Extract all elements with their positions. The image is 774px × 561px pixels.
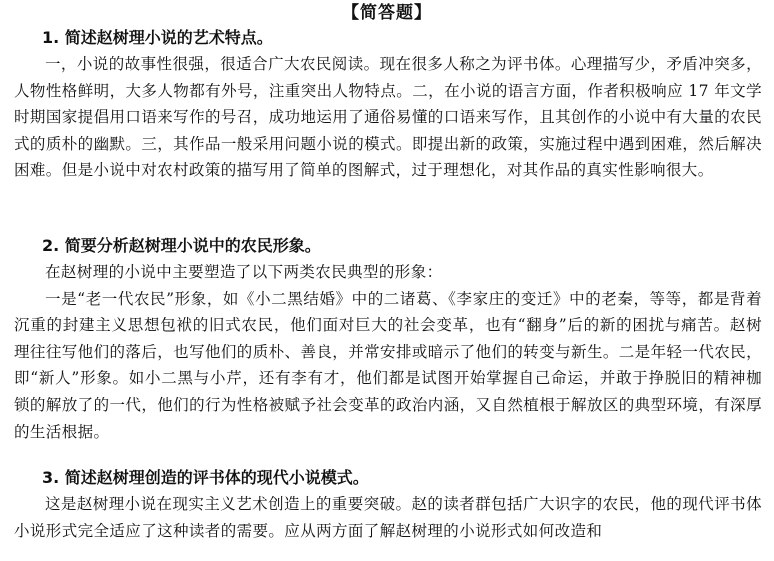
question-title: 2. 简要分析赵树理小说中的农民形象。 [42, 236, 321, 255]
question-title: 3. 简述赵树理创造的评书体的现代小说模式。 [42, 468, 369, 487]
section-heading: 【简答题】 [342, 3, 432, 23]
answer-paragraph: 这是赵树理小说在现实主义艺术创造上的重要突破。赵的读者群包括广大识字的农民，他的现代评书体小说形式完全适应了这种读者的需要。应从两方面了解赵树理的小说形式如何改造和 [14, 495, 762, 540]
answer-paragraph: 一，小说的故事性很强，很适合广大农民阅读。现在很多人称之为评书体。心理描写少，矛盾冲突多，人物性格鲜明，大多人物都有外号，注重突出人物特点。二，在小说的语言方面，作者积极响应 17 年文学时期国家提倡用口语来写作的号召，成功地运用了通俗易懂的口语来写作，且其创作的小说中有大量的农民式的质朴的幽默。三，其作品一般采用问题小说的模式。即提出新的政策，实施过程中遇到困难，然后解决困难。但是小说中对农村政策的描写用了简单的图解式，过于理想化，对其作品的真实性影响很大。 [14, 55, 762, 180]
answer-paragraph: 在赵树理的小说中主要塑造了以下两类农民典型的形象： [45, 263, 443, 281]
question-block-2 [14, 232, 762, 445]
question-block-3 [14, 464, 762, 544]
answer-paragraph: 一是“老一代农民”形象，如《小二黑结婚》中的二诸葛、《李家庄的变迁》中的老秦，等等，都是背着沉重的封建主义思想包袱的旧式农民，他们面对巨大的社会变革，也有“翻身”后的新的困扰与痛苦。赵树理往往写他们的落后，也写他们的质朴、善良，并常安排或暗示了他们的转变与新生。二是年轻一代农民，即“新人”形象。如小二黑与小芹，还有李有才，他们都是试图开始掌握自己命运，并敢于挣脱旧的精神枷锁的解放了的一代，他们的行为性格被赋予社会变革的政治内涵，又自然植根于解放区的典型环境，有深厚的生活根据。 [14, 289, 762, 441]
question-title: 1. 简述赵树理小说的艺术特点。 [42, 28, 273, 47]
question-block-1 [14, 24, 762, 184]
